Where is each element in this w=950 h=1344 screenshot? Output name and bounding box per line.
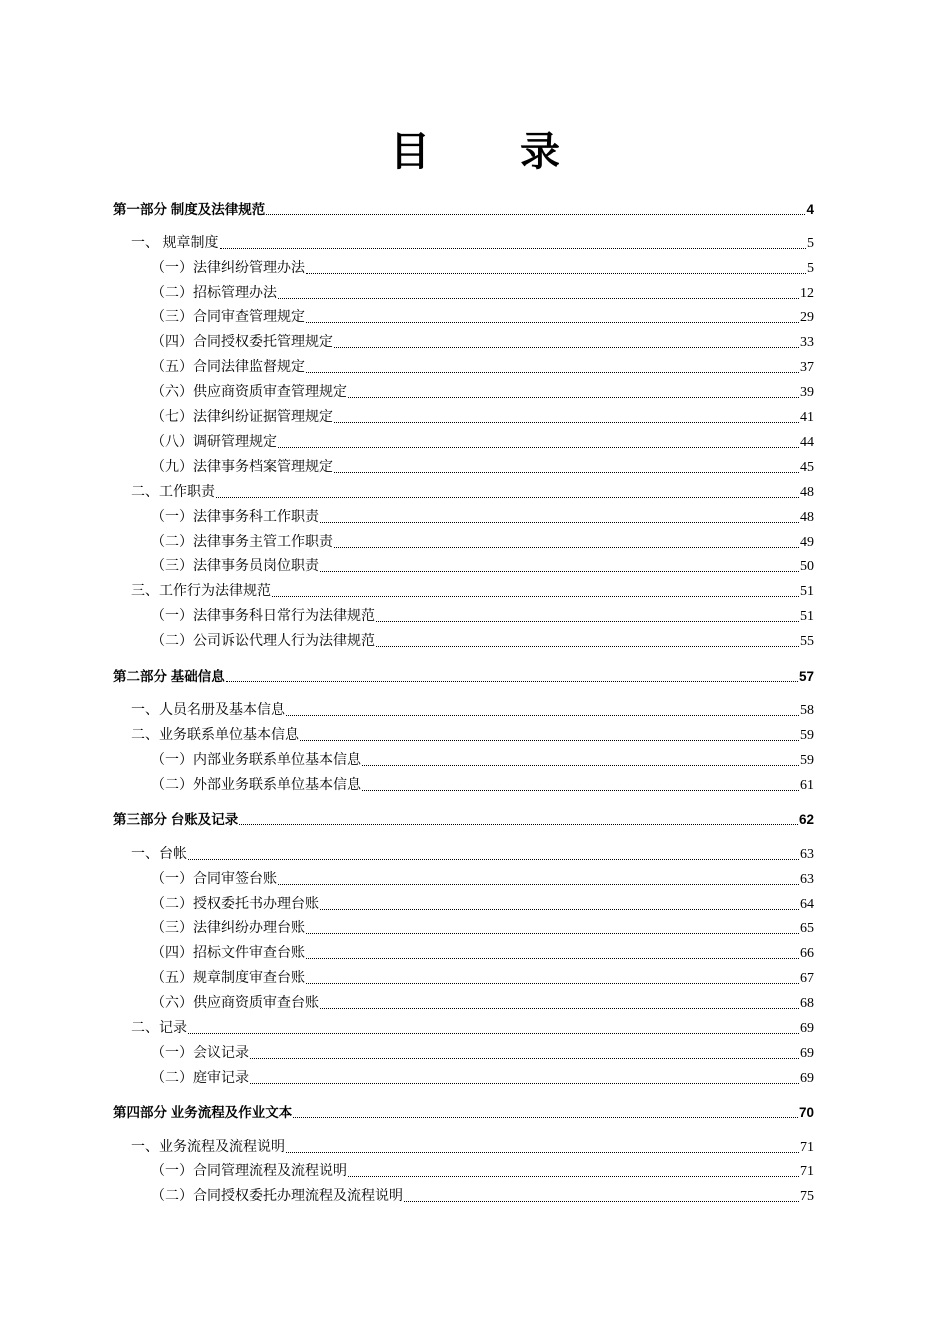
toc-page-number: 44	[800, 435, 814, 450]
toc-entry-label: （六）供应商资质审查管理规定	[151, 385, 347, 400]
dot-leader	[320, 1008, 799, 1009]
dot-leader	[404, 1201, 799, 1202]
toc-part-entry[interactable]	[113, 666, 814, 688]
dot-leader	[266, 214, 805, 215]
dot-leader	[320, 909, 799, 910]
toc-entry-label: （三）合同审查管理规定	[151, 310, 305, 325]
toc-entry[interactable]	[113, 556, 814, 578]
dot-leader	[220, 248, 807, 249]
toc-title	[0, 128, 950, 176]
toc-entry-label: 二、工作职责	[131, 485, 215, 500]
toc-page-number: 58	[800, 703, 814, 718]
toc-entry[interactable]	[113, 1161, 814, 1183]
toc-entry-label: 第三部分 台账及记录	[113, 812, 239, 827]
toc-title-char-2: 录	[520, 129, 560, 175]
toc-entry-label: （一）合同审签台账	[151, 872, 277, 887]
dot-leader	[306, 933, 799, 934]
toc-entry[interactable]	[113, 532, 814, 554]
dot-leader	[348, 1176, 799, 1177]
toc-page-number: 49	[800, 535, 814, 550]
toc-page-number: 67	[800, 971, 814, 986]
toc-page-number: 48	[800, 510, 814, 525]
toc-entry-label: 第四部分 业务流程及作业文本	[113, 1105, 293, 1120]
toc-entry[interactable]	[113, 1018, 814, 1040]
dot-leader	[293, 1117, 798, 1118]
toc-entry[interactable]	[113, 581, 814, 603]
dot-leader	[278, 447, 799, 448]
dot-leader	[320, 522, 799, 523]
toc-page-number: 29	[800, 310, 814, 325]
toc-entry-label: 一、台帐	[131, 847, 187, 862]
toc-entry-label: 二、记录	[131, 1021, 187, 1036]
toc-entry[interactable]	[113, 407, 814, 429]
toc-page-number: 64	[800, 897, 814, 912]
toc-entry[interactable]	[113, 844, 814, 866]
toc-page-number: 71	[800, 1140, 814, 1155]
toc-entry[interactable]	[113, 869, 814, 891]
dot-leader	[376, 646, 799, 647]
toc-entry[interactable]	[113, 307, 814, 329]
toc-page-number: 63	[800, 847, 814, 862]
toc-page-number: 71	[800, 1164, 814, 1179]
toc-title-char-1: 目	[390, 129, 430, 175]
toc-entry-label: （一）内部业务联系单位基本信息	[151, 753, 361, 768]
dot-leader	[334, 547, 799, 548]
toc-page-number: 66	[800, 946, 814, 961]
toc-part-entry[interactable]	[113, 199, 814, 221]
toc-entry-label: （一）法律纠纷管理办法	[151, 261, 305, 276]
dot-leader	[306, 273, 806, 274]
toc-entry-label: （三）法律纠纷办理台账	[151, 921, 305, 936]
toc-entry[interactable]	[113, 1043, 814, 1065]
toc-page-number: 41	[800, 410, 814, 425]
toc-entry-label: （一）会议记录	[151, 1046, 249, 1061]
toc-entry[interactable]	[113, 382, 814, 404]
dot-leader	[348, 397, 799, 398]
toc-entry-label: （四）合同授权委托管理规定	[151, 335, 333, 350]
toc-entry-label: （二）庭审记录	[151, 1071, 249, 1086]
toc-page-number: 12	[800, 286, 814, 301]
dot-leader	[188, 1033, 799, 1034]
toc-page-number: 48	[800, 485, 814, 500]
toc-entry-label: （二）外部业务联系单位基本信息	[151, 778, 361, 793]
toc-entry-label: （六）供应商资质审查台账	[151, 996, 319, 1011]
toc-page-number: 68	[800, 996, 814, 1011]
toc-entry[interactable]	[113, 943, 814, 965]
dot-leader	[250, 1083, 799, 1084]
dot-leader	[286, 715, 799, 716]
toc-page-number: 63	[800, 872, 814, 887]
dot-leader	[239, 824, 798, 825]
toc-entry-label: （一）合同管理流程及流程说明	[151, 1164, 347, 1179]
toc-entry-label: （四）招标文件审查台账	[151, 946, 305, 961]
dot-leader	[272, 596, 799, 597]
toc-entry-label: 二、业务联系单位基本信息	[131, 728, 299, 743]
dot-leader	[334, 472, 799, 473]
dot-leader	[306, 372, 799, 373]
dot-leader	[334, 347, 799, 348]
toc-part-entry[interactable]	[113, 809, 814, 831]
dot-leader	[278, 298, 799, 299]
toc-page-number: 59	[800, 728, 814, 743]
toc-page-number: 39	[800, 385, 814, 400]
toc-entry[interactable]	[113, 332, 814, 354]
toc-entry[interactable]	[113, 357, 814, 379]
dot-leader	[376, 621, 799, 622]
toc-entry-label: （二）授权委托书办理台账	[151, 897, 319, 912]
toc-entry-label: （五）规章制度审查台账	[151, 971, 305, 986]
toc-page-number: 55	[800, 634, 814, 649]
toc-entry-label: 三、工作行为法律规范	[131, 584, 271, 599]
toc-entry[interactable]	[113, 507, 814, 529]
dot-leader	[278, 884, 799, 885]
toc-entry-label: （九）法律事务档案管理规定	[151, 460, 333, 475]
toc-entry[interactable]	[113, 894, 814, 916]
toc-page-number: 33	[800, 335, 814, 350]
dot-leader	[306, 958, 799, 959]
toc-page-number: 37	[800, 360, 814, 375]
dot-leader	[362, 790, 799, 791]
toc-part-entry[interactable]	[113, 1102, 814, 1124]
toc-page-number: 69	[800, 1071, 814, 1086]
dot-leader	[226, 681, 798, 682]
toc-entry[interactable]	[113, 918, 814, 940]
toc-entry-label: 一、人员名册及基本信息	[131, 703, 285, 718]
toc-page-number: 61	[800, 778, 814, 793]
toc-entry[interactable]	[113, 432, 814, 454]
toc-entry[interactable]	[113, 775, 814, 797]
toc-entry[interactable]	[113, 1186, 814, 1208]
toc-page-number: 5	[807, 261, 814, 276]
dot-leader	[362, 765, 799, 766]
dot-leader	[320, 571, 799, 572]
toc-page-number: 5	[807, 236, 814, 251]
toc-entry[interactable]	[113, 258, 814, 280]
toc-page-number: 51	[800, 584, 814, 599]
toc-entry[interactable]	[113, 631, 814, 653]
toc-page-number: 51	[800, 609, 814, 624]
dot-leader	[216, 497, 799, 498]
toc-entry-label: 一、 规章制度	[131, 236, 219, 251]
dot-leader	[188, 859, 799, 860]
toc-entry[interactable]	[113, 283, 814, 305]
toc-page-number: 4	[806, 202, 814, 217]
toc-entry-label: （二）公司诉讼代理人行为法律规范	[151, 634, 375, 649]
toc-page-number: 59	[800, 753, 814, 768]
toc-entry[interactable]	[113, 1068, 814, 1090]
toc-page-number: 69	[800, 1021, 814, 1036]
dot-leader	[286, 1152, 799, 1153]
toc-page-number: 65	[800, 921, 814, 936]
dot-leader	[306, 322, 799, 323]
toc-entry[interactable]	[113, 993, 814, 1015]
toc-entry[interactable]	[113, 606, 814, 628]
toc-page-number: 69	[800, 1046, 814, 1061]
toc-entry-label: 第一部分 制度及法律规范	[113, 202, 266, 217]
toc-entry[interactable]	[113, 1137, 814, 1159]
toc-page-number: 45	[800, 460, 814, 475]
dot-leader	[306, 983, 799, 984]
toc-entry-label: 第二部分 基础信息	[113, 669, 225, 684]
toc-entry[interactable]	[113, 457, 814, 479]
toc-entry-label: （八）调研管理规定	[151, 435, 277, 450]
toc-page-number: 75	[800, 1189, 814, 1204]
toc-entry[interactable]	[113, 725, 814, 747]
toc-entry-label: （一）法律事务科日常行为法律规范	[151, 609, 375, 624]
toc-entry-label: 一、业务流程及流程说明	[131, 1140, 285, 1155]
dot-leader	[334, 422, 799, 423]
toc-entry[interactable]	[113, 968, 814, 990]
toc-page-number: 62	[798, 812, 814, 827]
toc-entry-label: （二）合同授权委托办理流程及流程说明	[151, 1189, 403, 1204]
toc-entry-label: （五）合同法律监督规定	[151, 360, 305, 375]
toc-entry-label: （二）法律事务主管工作职责	[151, 535, 333, 550]
toc-page-number: 57	[798, 669, 814, 684]
toc-page-number: 50	[800, 559, 814, 574]
dot-leader	[250, 1058, 799, 1059]
toc-entry-label: （三）法律事务员岗位职责	[151, 559, 319, 574]
toc-entry[interactable]	[113, 700, 814, 722]
toc-entry[interactable]	[113, 750, 814, 772]
toc-entry[interactable]	[113, 233, 814, 255]
toc-entry-label: （七）法律纠纷证据管理规定	[151, 410, 333, 425]
toc-page-number: 70	[798, 1105, 814, 1120]
dot-leader	[300, 740, 799, 741]
toc-entry-label: （一）法律事务科工作职责	[151, 510, 319, 525]
toc-entry[interactable]	[113, 482, 814, 504]
toc-entry-label: （二）招标管理办法	[151, 286, 277, 301]
